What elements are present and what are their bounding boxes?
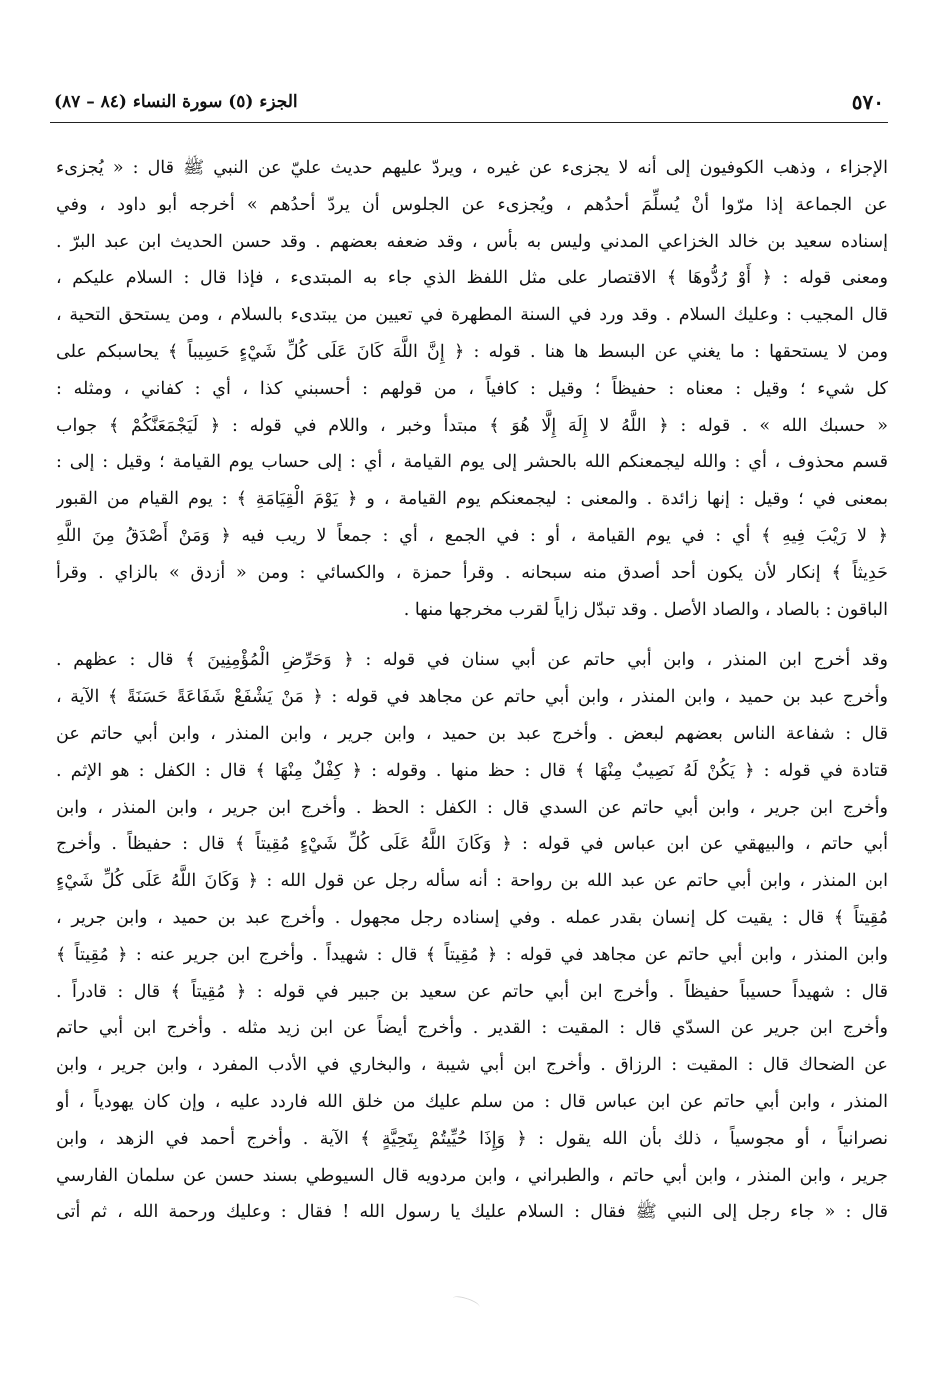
text-line: الباقون : بالصاد ، والصاد الأصل . وقد تبدّل زاياً لقرب مخرجها منها . xyxy=(403,599,888,620)
text-line: جرير ، وابن المنذر ، وابن أبي حاتم ، والطبراني ، وابن مردويه قال السيوطي بسند حسن عن سلمان الفارسي xyxy=(56,1165,888,1186)
page-number: ٥٧٠ xyxy=(851,90,884,114)
page-header xyxy=(50,88,888,123)
text-line: ﴿ لا رَيْبَ فِيهِ ﴾ أي : في يوم القيامة ، أو : في الجمع ، أي : جمعاً لا ريب فيه ﴿ وَمَنْ أَصْدَقُ مِنَ اللَّهِ xyxy=(56,525,888,546)
text-line: قال : شفاعة الناس بعضهم لبعض . وأخرج عبد بن حميد ، وابن جرير ، وابن المنذر ، وابن أبي حاتم عن xyxy=(56,723,888,744)
text-line: عن الضحاك قال : المقيت : الرزاق . وأخرج ابن أبي شيبة ، والبخاري في الأدب المفرد ، وابن جرير ، وابن xyxy=(56,1055,888,1076)
text-line: ابن المنذر ، وابن أبي حاتم عن عبد الله بن رواحة : أنه سأله رجل عن قول الله : ﴿ وَكَانَ اللَّهُ عَلَى كُلِّ شَيْءٍ xyxy=(56,871,888,892)
text-line: وقد أخرج ابن المنذر ، وابن أبي حاتم عن أبي سنان في قوله : ﴿ وَحَرِّضِ الْمُؤْمِنِينَ ﴾ قال : عظهم . xyxy=(56,650,888,671)
text-line: عن الجماعة إذا مرّوا أنْ يُسلِّمَ أحدُهم ، ويُجزىء عن الجلوس أن يردّ أحدُهم » أخرجه أبو داود ، وفي xyxy=(56,194,888,215)
running-title: الجزء (٥) سورة النساء (٨٤ – ٨٧) xyxy=(54,92,298,112)
paragraph-2 xyxy=(56,642,888,1231)
text-line: ومن لا يستحقها : ما يغني عن البسط ها هنا . قوله : ﴿ إِنَّ اللَّهَ كَانَ عَلَى كُلِّ شَيْءٍ حَسِيباً ﴾ يحاسبكم على xyxy=(56,341,888,362)
text-line: كل شيء ؛ وقيل : معناه : حفيظاً ؛ وقيل : كافياً ، من قولهم : أحسبني كذا ، أي : كفاني ، ومثله : xyxy=(56,378,888,399)
body-text xyxy=(56,150,888,1231)
text-line: قال المجيب : وعليك السلام . وقد ورد في السنة المطهرة في تعيين من يبتدىء بالسلام ، ومن يستحق التحية ، xyxy=(56,305,888,326)
text-line: المنذر ، وابن أبي حاتم عن ابن عباس قال : من سلم عليك من خلق الله فاردد عليه ، وإن كان يهودياً ، أو xyxy=(56,1091,888,1112)
text-line: مُقِيتاً ﴾ قال : يقيت كل إنسان بقدر عمله . وفي إسناده رجل مجهول . وأخرج عبد بن حميد ، وابن جرير ، xyxy=(56,907,888,928)
text-line: وأخرج عبد بن حميد ، وابن المنذر ، وابن أبي حاتم عن مجاهد في قوله : ﴿ مَنْ يَشْفَعْ شَفَاعَةً حَسَنَةً ﴾ الآية ، xyxy=(56,687,888,708)
paragraph-1 xyxy=(56,150,888,628)
paragraph-gap xyxy=(56,628,888,642)
text-line: حَدِيثاً ﴾ إنكار لأن يكون أحد أصدق منه سبحانه . وقرأ حمزة ، والكسائي : ومن « أزدق » بالزاي . وقرأ xyxy=(56,562,888,583)
text-line: ومعنى قوله : ﴿ أَوْ رُدُّوهَا ﴾ الاقتصار على مثل اللفظ الذي جاء به المبتدىء ، فإذا قال : السلام عليكم ، xyxy=(56,268,888,289)
text-line: وأخرج ابن جرير ، وابن أبي حاتم عن السدي قال : الكفل : الحظ . وأخرج ابن جرير ، وابن المنذر ، وابن xyxy=(56,797,888,818)
text-line: قتادة في قوله : ﴿ يَكُنْ لَهُ نَصِيبٌ مِنْهَا ﴾ قال : حظ منها . وقوله : ﴿ كِفْلٌ مِنْهَا ﴾ قال : الكفل : هو الإثم . xyxy=(56,760,888,781)
text-line: بمعنى في ؛ وقيل : إنها زائدة . والمعنى : ليجمعنكم يوم القيامة ، و ﴿ يَوْمَ الْقِيَامَةِ ﴾ : يوم القيام من القبور xyxy=(56,489,888,510)
text-line: الإجزاء ، وذهب الكوفيون إلى أنه لا يجزىء عن غيره ، ويردّ عليهم حديث عليّ عن النبي ﷺ قال : « يُجزىء xyxy=(56,158,888,178)
text-line: قال : « جاء رجل إلى النبي ﷺ فقال : السلام عليك يا رسول الله ! فقال : وعليك ورحمة الله ، ثم أتى xyxy=(56,1202,888,1223)
text-line: وأخرج ابن جرير عن السدّي قال : المقيت : القدير . وأخرج أيضاً عن ابن زيد مثله . وأخرج ابن أبي حاتم xyxy=(56,1018,888,1039)
text-line: قال : شهيداً حسيباً حفيظاً . وأخرج ابن أبي حاتم عن سعيد بن جبير في قوله : ﴿ مُقِيتاً ﴾ قال : قادراً . xyxy=(56,981,888,1002)
text-line: نصرانياً ، أو مجوسياً ، ذلك بأن الله يقول : ﴿ وَإِذَا حُيِّيتُمْ بِتَحِيَّةٍ ﴾ الآية . وأخرج أحمد في الزهد ، وابن xyxy=(56,1128,888,1149)
text-line: قسم محذوف ، أي : والله ليجمعنكم الله بالحشر إلى يوم القيامة ، أي : إلى حساب يوم القيامة ؛ وقيل : إلى : xyxy=(56,452,888,473)
text-line: أبي حاتم ، والبيهقي عن ابن عباس في قوله : ﴿ وَكَانَ اللَّهُ عَلَى كُلِّ شَيْءٍ مُقِيتاً ﴾ قال : حفيظاً . وأخرج xyxy=(56,834,888,855)
text-line: إسناده سعيد بن خالد الخزاعي المدني وليس به بأس ، وقد ضعفه بعضهم . وقد حسن الحديث ابن عبد البرّ . xyxy=(56,231,888,252)
text-line: وابن المنذر ، وابن أبي حاتم عن مجاهد في قوله : ﴿ مُقِيتاً ﴾ قال : شهيداً . وأخرج ابن جرير عنه : ﴿ مُقِيتاً ﴾ xyxy=(56,944,888,965)
scan-mark xyxy=(451,1294,480,1311)
text-line: « حسبك الله » . قوله : ﴿ اللَّهُ لا إِلَهَ إِلَّا هُوَ ﴾ مبتدأ وخبر ، واللام في قوله : ﴿ لَيَجْمَعَنَّكُمْ ﴾ جواب xyxy=(56,415,888,436)
